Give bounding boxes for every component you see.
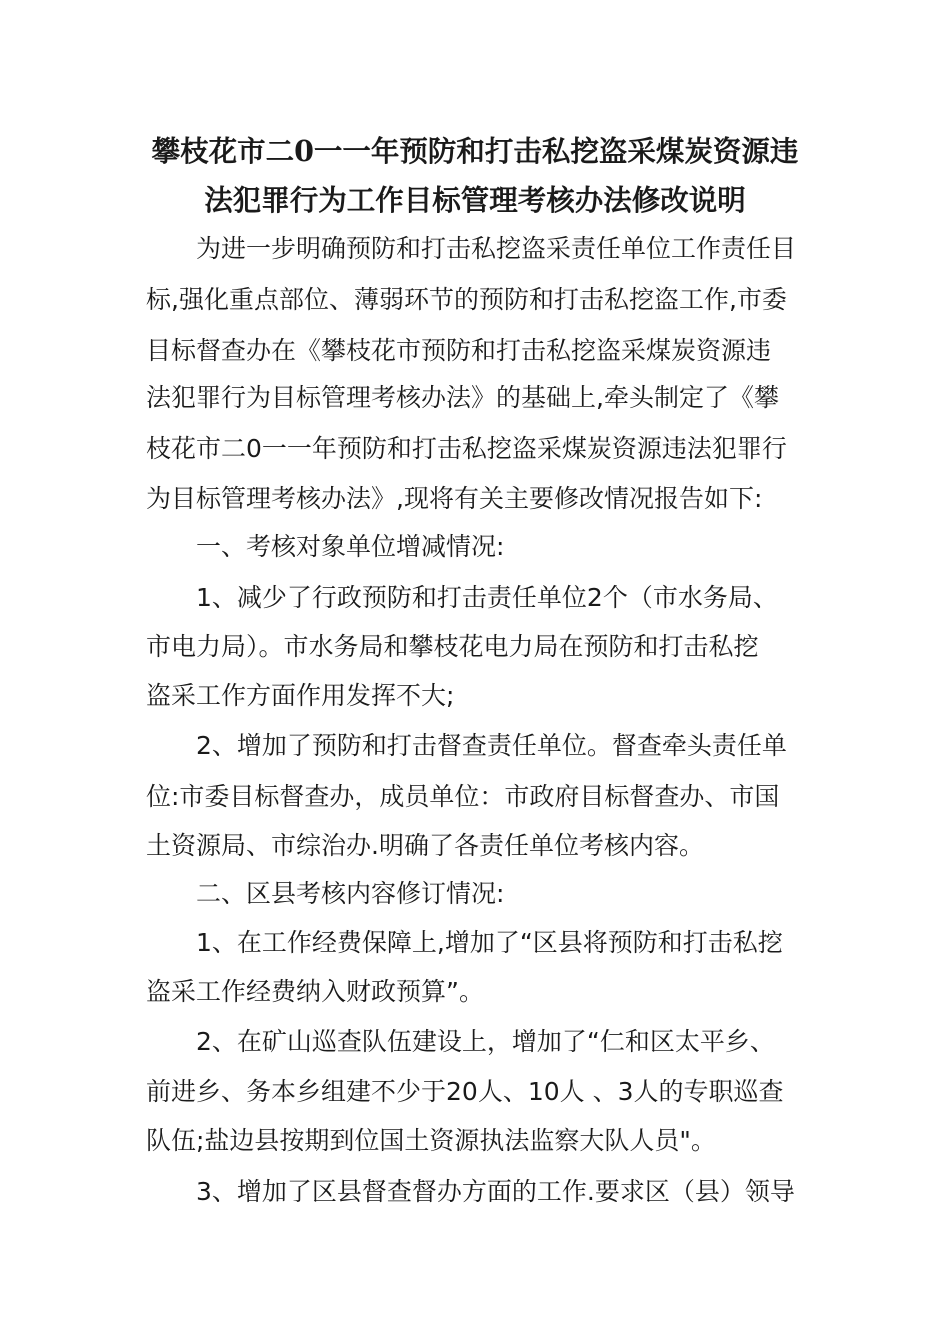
paragraph-line: 位:市委目标督查办，成员单位：市政府目标督查办、市国 bbox=[146, 782, 780, 811]
paragraph-line: 2、增加了预防和打击督查责任单位。督查牵头责任单 bbox=[196, 731, 787, 760]
document-title-line-1: 攀枝花市二0一一年预防和打击私挖盗采煤炭资源违 bbox=[151, 134, 799, 168]
paragraph-line: 3、增加了区县督查督办方面的工作.要求区（县）领导 bbox=[196, 1177, 795, 1206]
document-title-line-2: 法犯罪行为工作目标管理考核办法修改说明 bbox=[204, 183, 746, 217]
paragraph-line: 法犯罪行为目标管理考核办法》的基础上,牵头制定了《攀 bbox=[146, 383, 779, 412]
paragraph-line: 盗采工作经费纳入财政预算”。 bbox=[146, 977, 484, 1006]
paragraph-line: 目标督查办在《攀枝花市预防和打击私挖盗采煤炭资源违 bbox=[146, 336, 772, 365]
section-heading: 二、区县考核内容修订情况: bbox=[196, 879, 505, 908]
paragraph-line: 前进乡、务本乡组建不少于20人、10人 、3人的专职巡查 bbox=[146, 1077, 784, 1106]
paragraph-line: 2、在矿山巡查队伍建设上，增加了“仁和区太平乡、 bbox=[196, 1027, 775, 1056]
paragraph-line: 盗采工作方面作用发挥不大; bbox=[146, 681, 455, 710]
paragraph-line: 队伍;盐边县按期到位国土资源执法监察大队人员"。 bbox=[146, 1126, 716, 1155]
paragraph-line: 市电力局）。市水务局和攀枝花电力局在预防和打击私挖 bbox=[146, 632, 759, 661]
paragraph-line: 1、在工作经费保障上,增加了“区县将预防和打击私挖 bbox=[196, 928, 783, 957]
paragraph-line: 枝花市二0一一年预防和打击私挖盗采煤炭资源违法犯罪行 bbox=[146, 434, 787, 463]
paragraph-line: 为进一步明确预防和打击私挖盗采责任单位工作责任目 bbox=[196, 234, 797, 263]
section-heading: 一、考核对象单位增减情况: bbox=[196, 532, 505, 561]
paragraph-line: 土资源局、市综治办.明确了各责任单位考核内容。 bbox=[146, 831, 704, 860]
paragraph-line: 标,强化重点部位、薄弱环节的预防和打击私挖盗工作,市委 bbox=[146, 285, 787, 314]
paragraph-line: 为目标管理考核办法》,现将有关主要修改情况报告如下: bbox=[146, 484, 763, 513]
paragraph-line: 1、减少了行政预防和打击责任单位2个（市水务局、 bbox=[196, 583, 778, 612]
